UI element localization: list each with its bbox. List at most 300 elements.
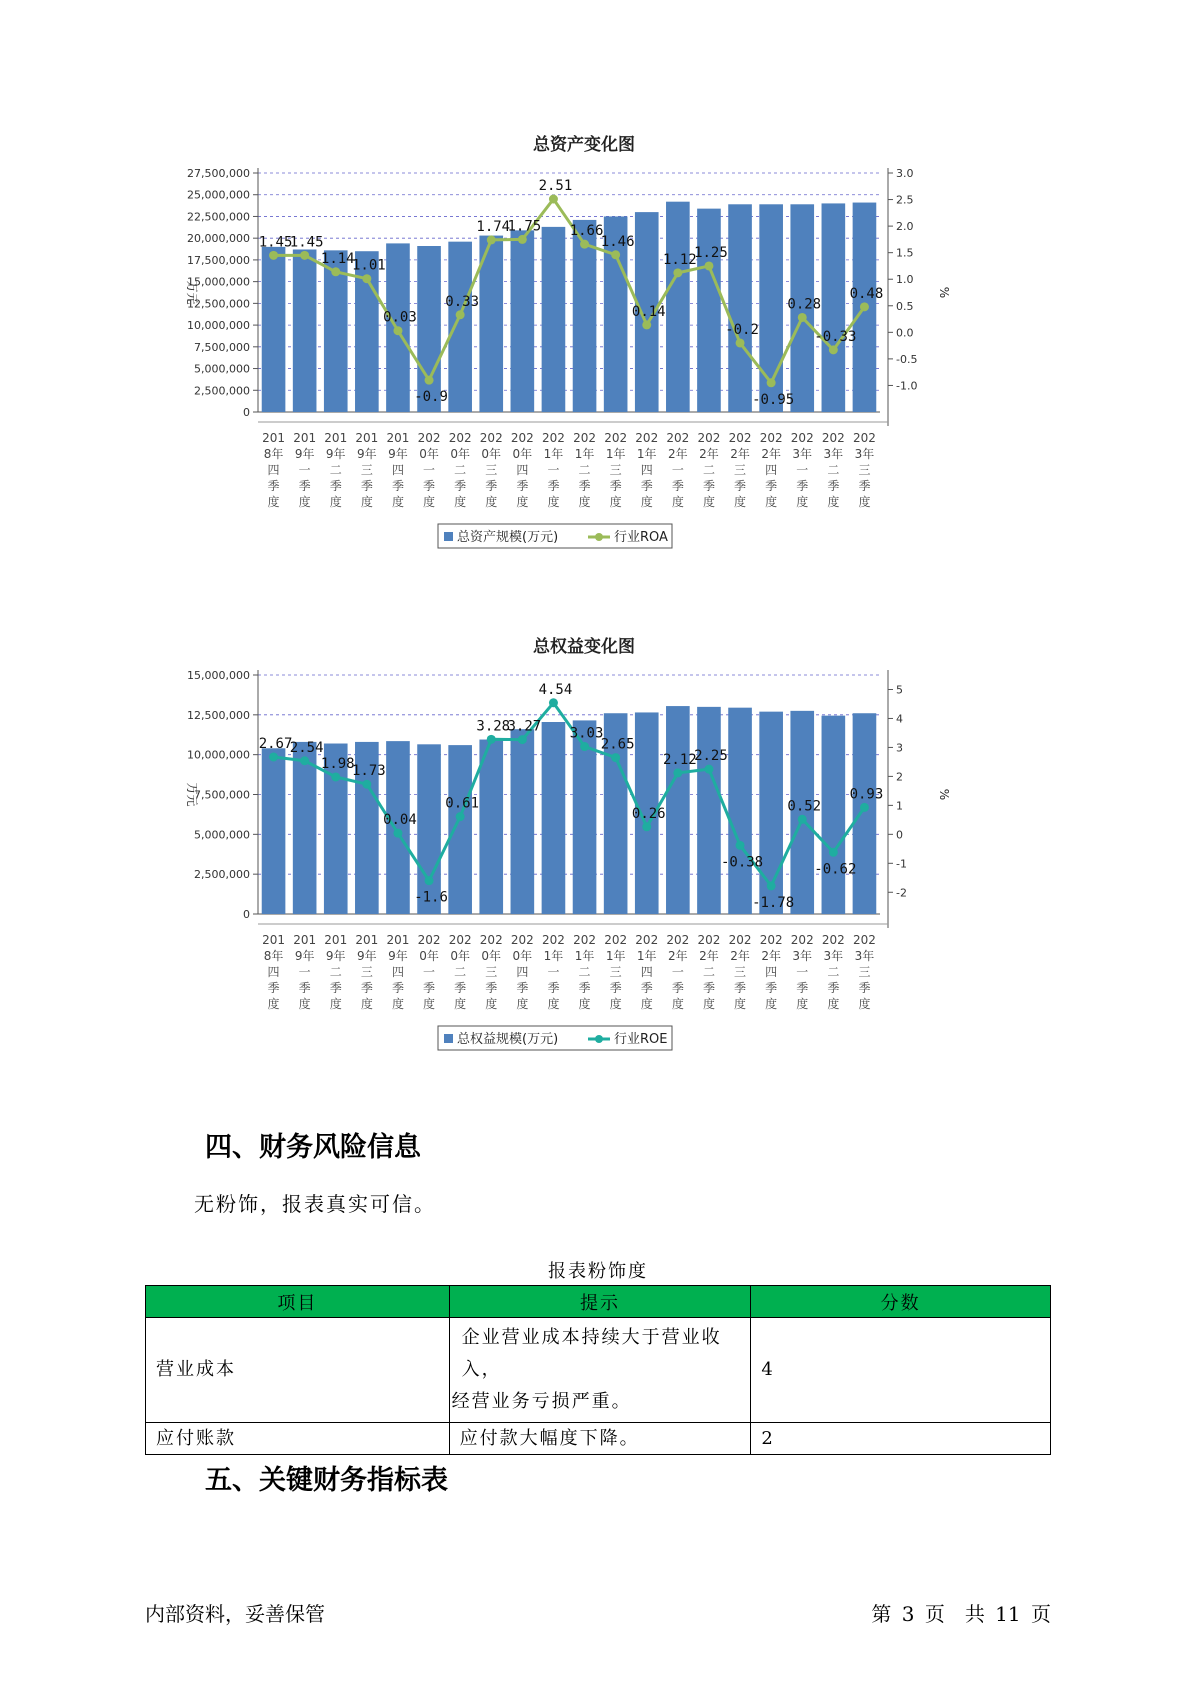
x-tick-label: 201 [324, 933, 348, 947]
x-tick-label: 0年 [450, 949, 470, 963]
legend-line-marker [595, 533, 603, 541]
x-tick-label: 2年 [761, 447, 781, 461]
x-tick-label: 202 [541, 431, 565, 445]
x-tick-label: 季 [827, 479, 840, 493]
x-tick-label: 季 [796, 981, 809, 995]
x-tick-label: 3年 [792, 949, 813, 963]
x-tick-label: 0年 [512, 949, 533, 963]
x-tick-label: 202 [790, 933, 814, 947]
table-cell-hint-line: 经营业务亏损严重。 [451, 1391, 632, 1412]
x-tick-label: 度 [827, 495, 840, 509]
x-tick-label: 三 [485, 463, 498, 477]
table-header-item: 项目 [146, 1286, 450, 1318]
y-tick-label-right: 0.5 [896, 299, 914, 313]
x-tick-label: 季 [485, 479, 498, 493]
data-label: 0.33 [445, 293, 480, 310]
line-point [767, 881, 776, 890]
line-point [393, 829, 402, 838]
x-tick-label: 202 [759, 933, 783, 947]
x-tick-label: 季 [485, 981, 498, 995]
x-tick-label: 202 [541, 933, 565, 947]
bar [853, 713, 877, 914]
bar [262, 748, 286, 914]
x-tick-label: 202 [573, 933, 597, 947]
y-tick-label-right: 1 [896, 799, 903, 813]
legend-line-label: 行业ROA [614, 530, 668, 545]
line-point [580, 240, 589, 249]
legend-line-label: 行业ROE [614, 1032, 668, 1047]
x-tick-label: 2年 [699, 447, 719, 461]
x-tick-label: 一 [796, 463, 809, 477]
x-tick-label: 度 [360, 997, 373, 1011]
x-tick-label: 202 [759, 431, 783, 445]
data-label: -0.38 [720, 854, 764, 871]
bar [293, 742, 317, 914]
bar [697, 707, 721, 914]
x-tick-label: 四 [516, 463, 529, 477]
data-label: 1.12 [662, 251, 697, 268]
x-tick-label: 度 [734, 997, 747, 1011]
line-point [425, 376, 434, 385]
x-tick-label: 3年 [823, 949, 844, 963]
legend-bar-swatch [444, 1034, 453, 1043]
bar [511, 729, 535, 914]
x-tick-label: 度 [671, 997, 684, 1011]
x-tick-label: 四 [391, 965, 404, 979]
y-tick-label-left: 15,000,000 [187, 669, 250, 682]
x-tick-label: 1年 [605, 447, 626, 461]
x-tick-label: 季 [329, 981, 342, 995]
y-tick-label-right: 2.5 [896, 193, 914, 207]
line-point [860, 803, 869, 812]
data-label: 1.73 [351, 763, 386, 780]
legend-bar-label: 总资产规模(万元) [457, 530, 559, 545]
x-tick-label: 季 [454, 479, 467, 493]
x-tick-label: 一 [671, 463, 684, 477]
y-axis-label-left: 万元 [185, 782, 199, 807]
y-tick-label-right: -1 [896, 857, 907, 871]
x-tick-label: 季 [609, 479, 622, 493]
x-tick-label: 9年 [294, 447, 315, 461]
line-point [456, 310, 465, 319]
x-tick-label: 三 [609, 965, 622, 979]
data-label: 0.04 [383, 812, 417, 829]
x-tick-label: 季 [858, 981, 871, 995]
x-tick-label: 202 [666, 933, 690, 947]
table-cell-hint: 应付款大幅度下降。 [449, 1423, 751, 1455]
x-tick-label: 度 [578, 495, 591, 509]
bar [479, 740, 503, 914]
x-tick-label: 四 [391, 463, 404, 477]
x-tick-label: 季 [423, 981, 436, 995]
data-label: 1.45 [258, 234, 293, 251]
x-tick-label: 201 [293, 933, 317, 947]
bar [448, 242, 472, 412]
data-label: 0.03 [383, 309, 417, 326]
x-tick-label: 202 [852, 933, 876, 947]
x-tick-label: 202 [852, 431, 876, 445]
data-label: -0.62 [814, 861, 857, 878]
x-tick-label: 3年 [823, 447, 844, 461]
legend-bar-swatch [444, 532, 453, 541]
x-tick-label: 度 [360, 495, 373, 509]
x-tick-label: 度 [547, 495, 560, 509]
line-point [829, 848, 838, 857]
x-tick-label: 二 [329, 965, 342, 979]
x-tick-label: 202 [821, 933, 845, 947]
x-tick-label: 201 [262, 933, 286, 947]
y-tick-label-right: -0.5 [896, 352, 918, 366]
x-tick-label: 202 [666, 431, 690, 445]
x-tick-label: 四 [267, 463, 280, 477]
data-label: 1.46 [600, 233, 635, 250]
x-tick-label: 0年 [450, 447, 470, 461]
x-tick-label: 1年 [636, 447, 657, 461]
bar [417, 246, 441, 412]
total-assets-chart [180, 135, 980, 575]
x-tick-label: 201 [293, 431, 317, 445]
x-tick-label: 202 [510, 933, 534, 947]
x-tick-label: 季 [796, 479, 809, 493]
data-label: 1.45 [289, 234, 324, 251]
line-point [362, 274, 371, 283]
x-tick-label: 度 [485, 997, 498, 1011]
data-label: 2.54 [289, 739, 324, 756]
line-point [269, 251, 278, 260]
x-tick-label: 度 [827, 997, 840, 1011]
x-tick-label: 9年 [325, 949, 346, 963]
bar [666, 706, 690, 914]
y-tick-label-left: 0 [243, 406, 250, 419]
legend-line-marker [595, 1035, 603, 1043]
y-tick-label-left: 2,500,000 [194, 384, 250, 398]
x-tick-label: 季 [516, 479, 529, 493]
y-axis-label-right: % [937, 788, 951, 801]
x-tick-label: 1年 [543, 447, 564, 461]
bar [697, 209, 721, 412]
data-label: 3.28 [476, 718, 511, 735]
x-tick-label: 1年 [574, 447, 595, 461]
x-tick-label: 四 [765, 463, 778, 477]
x-tick-label: 度 [267, 495, 280, 509]
x-tick-label: 二 [578, 965, 591, 979]
x-tick-label: 0年 [481, 949, 502, 963]
line-point [673, 268, 682, 277]
x-tick-label: 0年 [419, 949, 439, 963]
table-cell-hint [449, 1318, 751, 1423]
data-label: 2.51 [538, 178, 573, 195]
table-row [146, 1423, 1051, 1455]
x-tick-label: 0年 [419, 447, 439, 461]
y-tick-label-right: 0 [896, 828, 903, 842]
data-label: 1.98 [320, 755, 355, 772]
data-label: 1.75 [507, 218, 542, 235]
x-tick-label: 一 [796, 965, 809, 979]
total-equity-chart-svg [180, 637, 980, 1077]
data-label: 0.52 [787, 798, 822, 815]
risk-table [145, 1285, 1051, 1455]
x-tick-label: 季 [391, 479, 404, 493]
line-point [704, 765, 713, 774]
x-tick-label: 9年 [294, 949, 315, 963]
y-tick-label-right: -2 [896, 886, 907, 900]
y-tick-label-right: 2.0 [896, 220, 914, 234]
x-tick-label: 季 [640, 981, 653, 995]
x-tick-label: 度 [454, 997, 467, 1011]
line-point [518, 235, 527, 244]
data-label: 4.54 [538, 681, 573, 698]
x-tick-label: 季 [423, 479, 436, 493]
line-point [331, 772, 340, 781]
bar [728, 708, 752, 914]
x-tick-label: 度 [485, 495, 498, 509]
x-tick-label: 二 [454, 463, 467, 477]
x-tick-label: 201 [324, 431, 348, 445]
x-tick-label: 9年 [325, 447, 346, 461]
x-tick-label: 季 [578, 981, 591, 995]
x-tick-label: 度 [329, 495, 342, 509]
x-tick-label: 度 [671, 495, 684, 509]
data-label: -0.2 [725, 321, 759, 338]
bar [542, 722, 566, 914]
data-label: 0.28 [787, 296, 822, 313]
data-label: 1.66 [569, 223, 604, 240]
line-point [487, 735, 496, 744]
x-tick-label: 度 [858, 997, 871, 1011]
x-tick-label: 2年 [668, 949, 688, 963]
bar [573, 220, 597, 412]
x-tick-label: 季 [671, 479, 684, 493]
x-tick-label: 202 [448, 431, 472, 445]
data-label: 2.12 [662, 751, 697, 768]
y-tick-label-right: 2 [896, 770, 903, 784]
x-tick-label: 度 [858, 495, 871, 509]
x-tick-label: 度 [640, 495, 653, 509]
x-tick-label: 季 [298, 479, 311, 493]
data-label: -1.6 [414, 889, 448, 906]
data-label: -0.9 [414, 389, 448, 406]
x-tick-label: 季 [360, 981, 373, 995]
y-tick-label-left: 0 [243, 908, 250, 921]
line-point [487, 235, 496, 244]
x-tick-label: 度 [391, 997, 404, 1011]
y-tick-label-right: 3.0 [896, 167, 914, 180]
bar [511, 230, 535, 412]
y-tick-label-left: 12,500,000 [187, 708, 250, 722]
x-tick-label: 二 [827, 463, 840, 477]
y-tick-label-right: 1.0 [896, 273, 914, 287]
line-point [736, 338, 745, 347]
data-label: 2.65 [600, 736, 635, 753]
data-label: 1.25 [694, 244, 728, 261]
x-tick-label: 1年 [605, 949, 626, 963]
x-tick-label: 度 [329, 997, 342, 1011]
line-point [549, 698, 558, 707]
x-tick-label: 三 [858, 965, 871, 979]
x-tick-label: 度 [516, 997, 529, 1011]
x-tick-label: 度 [267, 997, 280, 1011]
y-tick-label-left: 27,500,000 [187, 167, 250, 180]
x-tick-label: 202 [697, 431, 721, 445]
x-tick-label: 三 [360, 463, 373, 477]
data-label: 2.25 [694, 748, 728, 765]
x-tick-label: 季 [702, 981, 715, 995]
footer-page-number: 第 3 页 共 11 页 [871, 1602, 1051, 1626]
x-tick-label: 度 [702, 495, 715, 509]
x-tick-label: 季 [454, 981, 467, 995]
y-tick-label-right: -1.0 [896, 379, 918, 393]
table-cell-item: 应付账款 [146, 1423, 450, 1455]
x-tick-label: 度 [391, 495, 404, 509]
line-point [300, 251, 309, 260]
line-point [829, 345, 838, 354]
total-assets-chart-svg [180, 135, 980, 575]
x-tick-label: 二 [578, 463, 591, 477]
x-tick-label: 一 [423, 965, 436, 979]
x-tick-label: 季 [734, 981, 747, 995]
table-cell-hint-line: 企业营业成本持续大于营业收入， [461, 1327, 722, 1380]
x-tick-label: 202 [821, 431, 845, 445]
x-tick-label: 201 [386, 933, 410, 947]
data-label: 0.93 [849, 786, 884, 803]
footer-confidential: 内部资料，妥善保管 [145, 1602, 325, 1626]
x-tick-label: 一 [298, 463, 311, 477]
y-axis-label-left: 万元 [185, 280, 199, 305]
x-tick-label: 季 [671, 981, 684, 995]
x-tick-label: 四 [640, 463, 653, 477]
x-tick-label: 一 [547, 463, 560, 477]
x-tick-label: 度 [702, 997, 715, 1011]
line-point [611, 753, 620, 762]
x-tick-label: 度 [454, 495, 467, 509]
x-tick-label: 三 [734, 463, 747, 477]
line-point [362, 780, 371, 789]
x-tick-label: 9年 [388, 949, 408, 963]
y-tick-label-left: 12,500,000 [187, 297, 250, 311]
bar [262, 247, 286, 412]
x-tick-label: 三 [858, 463, 871, 477]
x-tick-label: 度 [298, 495, 311, 509]
line-point [393, 326, 402, 335]
x-tick-label: 一 [547, 965, 560, 979]
x-tick-label: 三 [734, 965, 747, 979]
data-label: 0.26 [631, 805, 666, 822]
x-tick-label: 季 [547, 479, 560, 493]
table-cell-item: 营业成本 [146, 1318, 450, 1423]
table-caption: 报表粉饰度 [548, 1261, 648, 1282]
y-tick-label-left: 17,500,000 [187, 253, 250, 267]
line-point [642, 320, 651, 329]
x-tick-label: 202 [635, 933, 659, 947]
y-axis-label-right: % [937, 286, 951, 299]
x-tick-label: 季 [267, 479, 280, 493]
x-tick-label: 季 [298, 981, 311, 995]
x-tick-label: 2年 [730, 447, 750, 461]
x-tick-label: 9年 [388, 447, 408, 461]
x-tick-label: 202 [479, 431, 503, 445]
x-tick-label: 9年 [357, 447, 377, 461]
x-tick-label: 2年 [761, 949, 781, 963]
x-tick-label: 三 [485, 965, 498, 979]
x-tick-label: 度 [298, 997, 311, 1011]
line-point [456, 812, 465, 821]
x-tick-label: 202 [697, 933, 721, 947]
x-tick-label: 201 [386, 431, 410, 445]
x-tick-label: 度 [796, 495, 809, 509]
section-5-heading: 五、关键财务指标表 [205, 1465, 448, 1496]
y-tick-label-right: 1.5 [896, 246, 914, 260]
line-point [767, 378, 776, 387]
data-label: 0.48 [849, 285, 884, 302]
x-tick-label: 季 [329, 479, 342, 493]
x-tick-label: 一 [671, 965, 684, 979]
x-tick-label: 度 [796, 997, 809, 1011]
x-tick-label: 四 [516, 965, 529, 979]
y-tick-label-left: 25,000,000 [187, 188, 250, 202]
x-tick-label: 季 [702, 479, 715, 493]
x-tick-label: 季 [360, 479, 373, 493]
line-point [673, 768, 682, 777]
bar [293, 249, 317, 412]
x-tick-label: 度 [765, 997, 778, 1011]
y-tick-label-right: 3 [896, 741, 903, 755]
x-tick-label: 度 [547, 997, 560, 1011]
x-tick-label: 2年 [699, 949, 719, 963]
data-label: -0.95 [752, 391, 795, 408]
line-point [549, 195, 558, 204]
table-row [146, 1318, 1051, 1423]
x-tick-label: 202 [510, 431, 534, 445]
y-tick-label-left: 10,000,000 [187, 748, 250, 762]
line-point [300, 756, 309, 765]
x-tick-label: 2年 [730, 949, 750, 963]
data-label: 0.14 [631, 303, 666, 320]
x-tick-label: 201 [355, 933, 379, 947]
x-tick-label: 202 [728, 431, 752, 445]
line-point [798, 313, 807, 322]
line-point [736, 841, 745, 850]
x-tick-label: 202 [417, 431, 441, 445]
line-point [331, 267, 340, 276]
x-tick-label: 度 [423, 997, 436, 1011]
x-tick-label: 3年 [854, 447, 875, 461]
bar [417, 744, 441, 914]
table-cell-score: 2 [751, 1423, 1051, 1455]
x-tick-label: 1年 [574, 949, 595, 963]
section-4-heading: 四、财务风险信息 [205, 1132, 421, 1163]
x-tick-label: 季 [858, 479, 871, 493]
x-tick-label: 202 [573, 431, 597, 445]
x-tick-label: 季 [391, 981, 404, 995]
x-tick-label: 季 [547, 981, 560, 995]
data-label: 3.03 [569, 725, 604, 742]
total-equity-chart [180, 637, 980, 1077]
x-tick-label: 202 [479, 933, 503, 947]
data-label: -0.33 [814, 328, 857, 345]
x-tick-label: 四 [640, 965, 653, 979]
line-point [425, 876, 434, 885]
y-tick-label-left: 22,500,000 [187, 210, 250, 224]
legend-bar-label: 总权益规模(万元) [457, 1032, 559, 1047]
y-tick-label-right: 5 [896, 683, 903, 697]
x-tick-label: 1年 [636, 949, 657, 963]
x-tick-label: 季 [609, 981, 622, 995]
x-tick-label: 度 [578, 997, 591, 1011]
x-tick-label: 二 [454, 965, 467, 979]
x-tick-label: 度 [609, 495, 622, 509]
line-point [518, 735, 527, 744]
x-tick-label: 202 [604, 431, 628, 445]
